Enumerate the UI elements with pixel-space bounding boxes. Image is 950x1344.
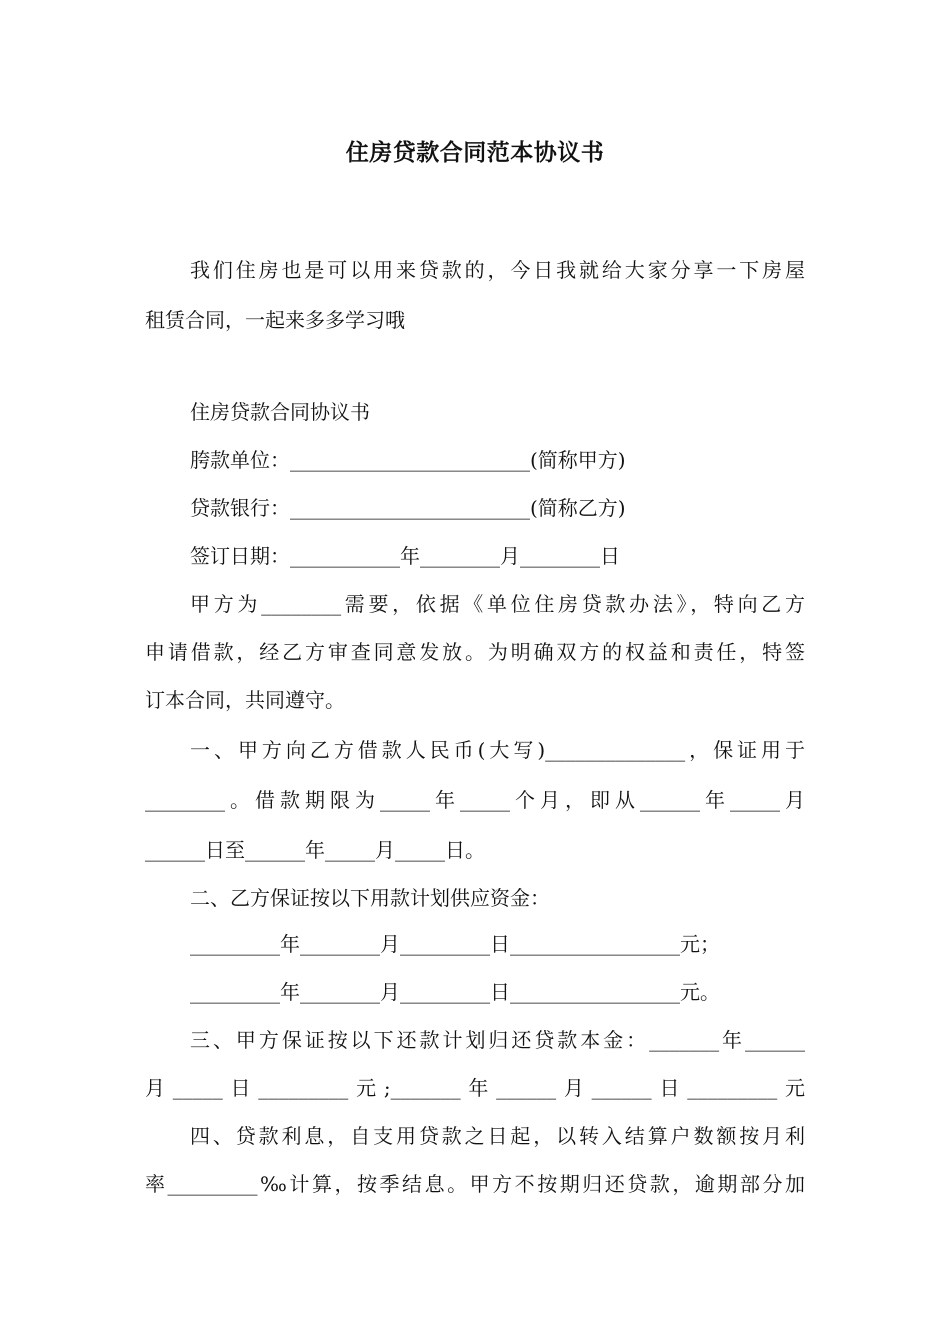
borrower-field: 胯款单位：________________________(简称甲方) <box>190 448 626 472</box>
funding-plan-row: _________年________月_________日_________________元。 <box>190 980 720 1004</box>
intro-line-2: 租赁合同，一起来多多学习哦 <box>145 308 405 332</box>
clause-3-line: 月_____日_________元;_______年______月______日_________元 <box>145 1076 805 1100</box>
intro-line-1: 我们住房也是可以用来贷款的，今日我就给大家分享一下房屋 <box>190 258 805 282</box>
paragraph-line: 申请借款，经乙方审查同意发放。为明确双方的权益和责任，特签 <box>145 640 805 664</box>
paragraph-line: 甲方为________需要，依据《单位住房贷款办法》，特向乙方 <box>190 592 805 616</box>
section-heading: 住房贷款合同协议书 <box>190 400 370 424</box>
document-title: 住房贷款合同范本协议书 <box>345 140 605 166</box>
clause-1-line: ________。借款期限为_____年_____个月，即从______年_____月 <box>145 788 805 812</box>
clause-2-heading: 二、乙方保证按以下用款计划供应资金： <box>190 886 550 910</box>
paragraph-line: 订本合同，共同遵守。 <box>145 688 345 712</box>
clause-4-line: 四、贷款利息，自支用贷款之日起，以转入结算户数额按月利 <box>190 1124 805 1148</box>
lender-bank-field: 贷款银行：________________________(简称乙方) <box>190 496 626 520</box>
funding-plan-row: _________年________月_________日_________________元； <box>190 932 720 956</box>
clause-1-line: 一、甲方向乙方借款人民币(大写)______________，保证用于 <box>190 738 805 762</box>
clause-1-line: ______日至______年_____月_____日。 <box>145 838 485 862</box>
clause-4-line: 率_________‰计算，按季结息。甲方不按期归还贷款，逾期部分加 <box>145 1172 805 1196</box>
clause-3-line: 三、甲方保证按以下还款计划归还贷款本金：_______年______ <box>190 1028 805 1052</box>
signing-date-field: 签订日期：___________年________月________日 <box>190 544 620 568</box>
